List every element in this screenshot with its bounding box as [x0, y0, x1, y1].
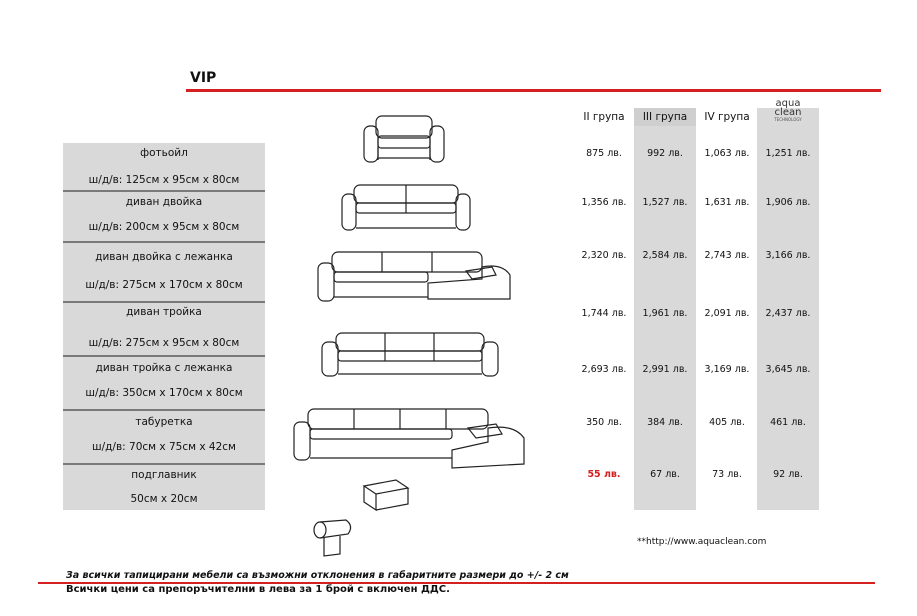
- aquaclean-logo: [757, 99, 819, 123]
- column-header-group2: II група: [583, 111, 625, 123]
- price-cell: 384 лв.: [647, 417, 683, 428]
- product-row-armchair: [63, 143, 265, 192]
- product-dims: ш/д/в: 125см х 95см х 80см: [88, 174, 240, 186]
- price-cell: 1,631 лв.: [704, 197, 750, 208]
- product-dims: ш/д/в: 200см х 95см х 80см: [88, 221, 240, 233]
- price-cell: 1,906 лв.: [765, 197, 811, 208]
- product-row-headrest: [63, 465, 265, 510]
- product-name: диван двойка: [125, 196, 203, 208]
- top-divider: [186, 89, 881, 92]
- price-cell: 2,693 лв.: [581, 364, 627, 375]
- price-cell: 3,169 лв.: [704, 364, 750, 375]
- aquaclean-logo-line2: clean: [774, 107, 802, 118]
- product-dims: 50см х 20см: [130, 493, 198, 505]
- aquaclean-logo-line1: aqua: [775, 98, 801, 109]
- price-cell: 2,437 лв.: [765, 308, 811, 319]
- price-cell: 2,991 лв.: [642, 364, 688, 375]
- price-cell: 67 лв.: [650, 469, 680, 480]
- price-cell: 350 лв.: [586, 417, 622, 428]
- price-cell: 1,527 лв.: [642, 197, 688, 208]
- price-cell: 1,063 лв.: [704, 148, 750, 159]
- product-row-sofa: [63, 303, 265, 357]
- price-cell: 2,091 лв.: [704, 308, 750, 319]
- price-cell: 2,743 лв.: [704, 250, 750, 261]
- price-cell: 1,744 лв.: [581, 308, 627, 319]
- product-name: диван двойка с лежанка: [95, 251, 233, 263]
- product-name: табуретка: [135, 416, 193, 428]
- price-cell: 3,645 лв.: [765, 364, 811, 375]
- aquaclean-url-note: **http://www.aquaclean.com: [637, 537, 767, 547]
- headrest-icon: [312, 518, 356, 560]
- page-title: VIP: [190, 70, 217, 86]
- column-header-group3: III група: [634, 108, 696, 126]
- price-cell: 73 лв.: [712, 469, 742, 480]
- product-dims: ш/д/в: 275см х 95см х 80см: [88, 337, 240, 349]
- price-cell: 461 лв.: [770, 417, 806, 428]
- product-row-ottoman: [63, 411, 265, 465]
- product-dims: ш/д/в: 70см х 75см х 42см: [92, 441, 236, 453]
- price-cell: 2,584 лв.: [642, 250, 688, 261]
- product-name: диван тройка с лежанка: [95, 362, 233, 374]
- product-name: диван тройка: [126, 306, 202, 318]
- sofa-chaise-icon: [292, 406, 528, 470]
- product-name: фотьойл: [140, 147, 188, 159]
- loveseat-chaise-icon: [316, 249, 516, 305]
- ottoman-icon: [360, 476, 412, 512]
- sofa-icon: [320, 330, 500, 380]
- tolerance-note: За всички тапицирани мебели са възможни отклонения в габаритните размери до +/- 2 см: [66, 570, 569, 581]
- armchair-icon: [362, 112, 446, 166]
- aquaclean-logo-line3: TECHNOLOGY: [774, 117, 802, 122]
- product-dims: ш/д/в: 350см х 170см х 80см: [85, 387, 243, 399]
- price-cell: 1,961 лв.: [642, 308, 688, 319]
- price-cell: 875 лв.: [586, 148, 622, 159]
- loveseat-icon: [340, 182, 472, 234]
- product-name: подглавник: [131, 469, 197, 481]
- price-cell: 1,251 лв.: [765, 148, 811, 159]
- column-header-group4: IV група: [704, 111, 750, 123]
- price-cell: 992 лв.: [647, 148, 683, 159]
- prices-note: Всички цени са препоръчителни в лева за 1 брой с включен ДДС.: [66, 584, 450, 595]
- product-row-loveseat-chaise: [63, 243, 265, 303]
- price-cell: 405 лв.: [709, 417, 745, 428]
- price-cell-highlight: 55 лв.: [587, 469, 621, 480]
- price-cell: 1,356 лв.: [581, 197, 627, 208]
- product-row-sofa-chaise: [63, 357, 265, 411]
- product-row-loveseat: [63, 192, 265, 243]
- price-cell: 3,166 лв.: [765, 250, 811, 261]
- price-cell: 92 лв.: [773, 469, 803, 480]
- price-cell: 2,320 лв.: [581, 250, 627, 261]
- product-dims: ш/д/в: 275см х 170см х 80см: [85, 279, 243, 291]
